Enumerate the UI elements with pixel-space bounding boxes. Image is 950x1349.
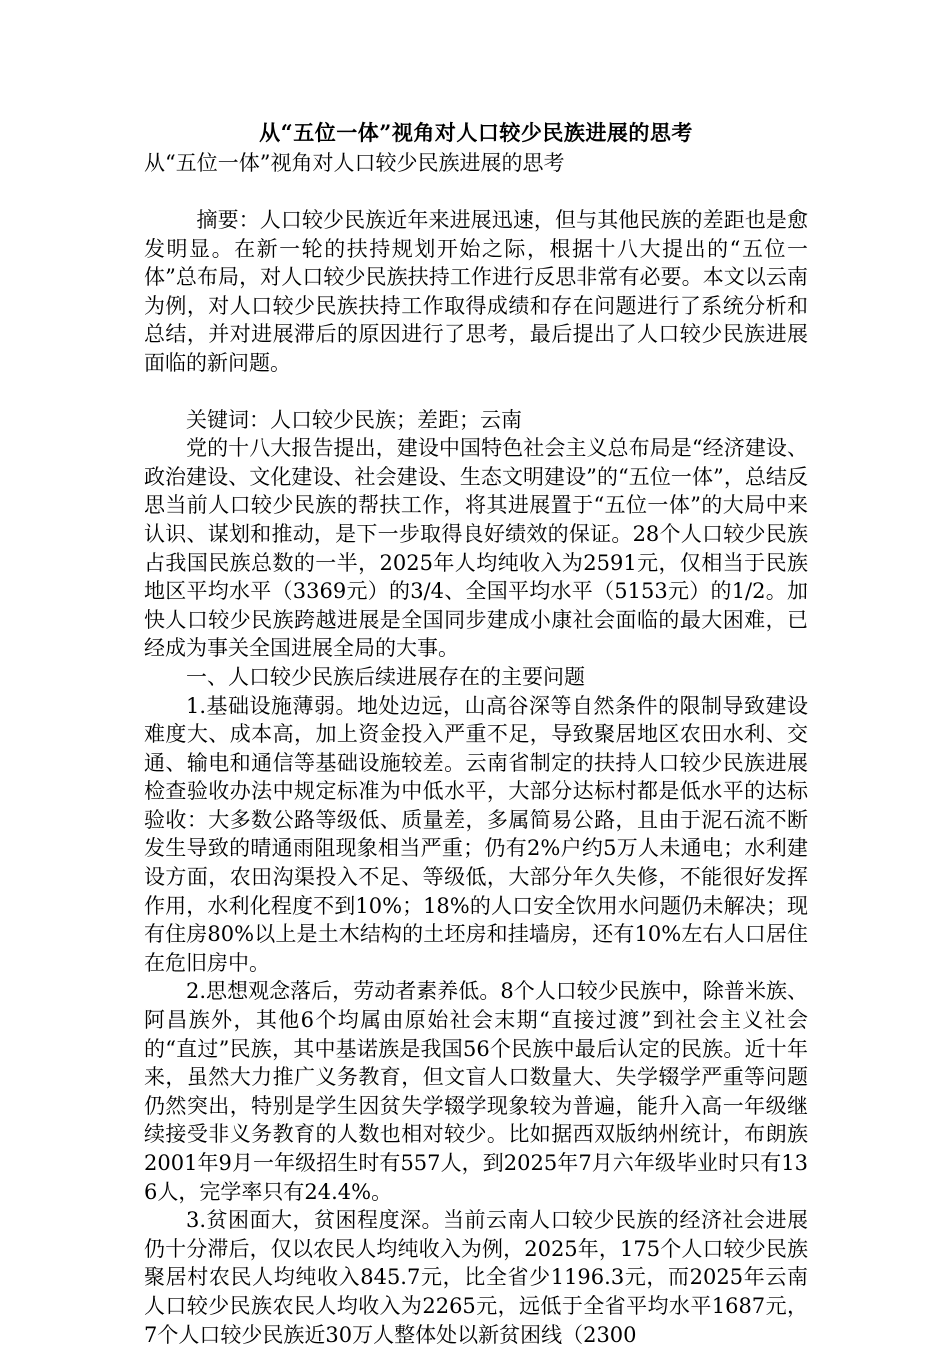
spacer — [144, 378, 808, 406]
body-paragraph: 1.基础设施薄弱。地处边远，山高谷深等自然条件的限制导致建设难度大、成本高，加上资金投入严重不足，导致聚居地区农田水利、交通、输电和通信等基础设施较差。云南省制定的扶持人口较少民族进展检查验收办法中规定标准为中低水平，大部分达标村都是低水平的达标验收：大多数公路等级低、质量差，多属简易公路，且由于泥石流不断发生导致的晴通雨阻现象相当严重；仍有2%户约5万人未通电；水利建设方面，农田沟渠投入不足、等级低，大部分年久失修，不能很好发挥作用，水利化程度不到10%；18%的人口安全饮用水问题仍未解决；现有住房80%以上是土木结构的土坯房和挂墙房，还有10%左右人口居住在危旧房中。 — [144, 693, 808, 975]
document-page — [144, 118, 808, 1349]
document-title: 从“五位一体”视角对人口较少民族进展的思考 — [259, 120, 693, 145]
body-paragraph: 3.贫困面大，贫困程度深。当前云南人口较少民族的经济社会进展仍十分滞后，仅以农民人均纯收入为例，2025年，175个人口较少民族聚居村农民人均纯收入845.7元，比全省少1196.3元，而2025年云南人口较少民族农民人均收入为2265元，远低于全省平均水平1687元，7个人口较少民族近30万人整体处以新贫困线（2300 — [144, 1208, 808, 1347]
section-heading: 一、人口较少民族后续进展存在的主要问题 — [186, 664, 585, 689]
spacer — [144, 178, 808, 206]
body-paragraph: 党的十八大报告提出，建设中国特色社会主义总布局是“经济建设、政治建设、文化建设、社会建设、生态文明建设”的“五位一体”，总结反思当前人口较少民族的帮扶工作，将其进展置于“五位一体”的大局中来认识、谋划和推动，是下一步取得良好绩效的保证。28个人口较少民族占我国民族总数的一半，2025年人均纯收入为2591元，仅相当于民族地区平均水平（3369元）的3/4、全国平均水平（5153元）的1/2。加快人口较少民族跨越进展是全国同步建成小康社会面临的最大困难，已经成为事关全国进展全局的大事。 — [144, 436, 808, 661]
abstract-paragraph: 摘要：人口较少民族近年来进展迅速，但与其他民族的差距也是愈发明显。在新一轮的扶持规划开始之际，根据十八大提出的“五位一体”总布局，对人口较少民族扶持工作进行反思非常有必要。本文以云南为例，对人口较少民族扶持工作取得成绩和存在问题进行了系统分析和总结，并对进展滞后的原因进行了思考，最后提出了人口较少民族进展面临的新问题。 — [144, 208, 808, 375]
document-subtitle: 从“五位一体”视角对人口较少民族进展的思考 — [144, 151, 565, 175]
body-paragraph: 2.思想观念落后，劳动者素养低。8个人口较少民族中，除普米族、阿昌族外，其他6个均属由原始社会末期“直接过渡”到社会主义社会的“直过”民族，其中基诺族是我国56个民族中最后认定的民族。近十年来，虽然大力推广义务教育，但文盲人口数量大、失学辍学严重等问题仍然突出，特别是学生因贫失学辍学现象较为普遍，能升入高一年级继续接受非义务教育的人数也相对较少。比如据西双版纳州统计，布朗族2001年9月一年级招生时有557人，到2025年7月六年级毕业时只有136人，完学率只有24.4%。 — [144, 979, 808, 1204]
keywords-line: 关键词：人口较少民族；差距；云南 — [186, 407, 522, 432]
